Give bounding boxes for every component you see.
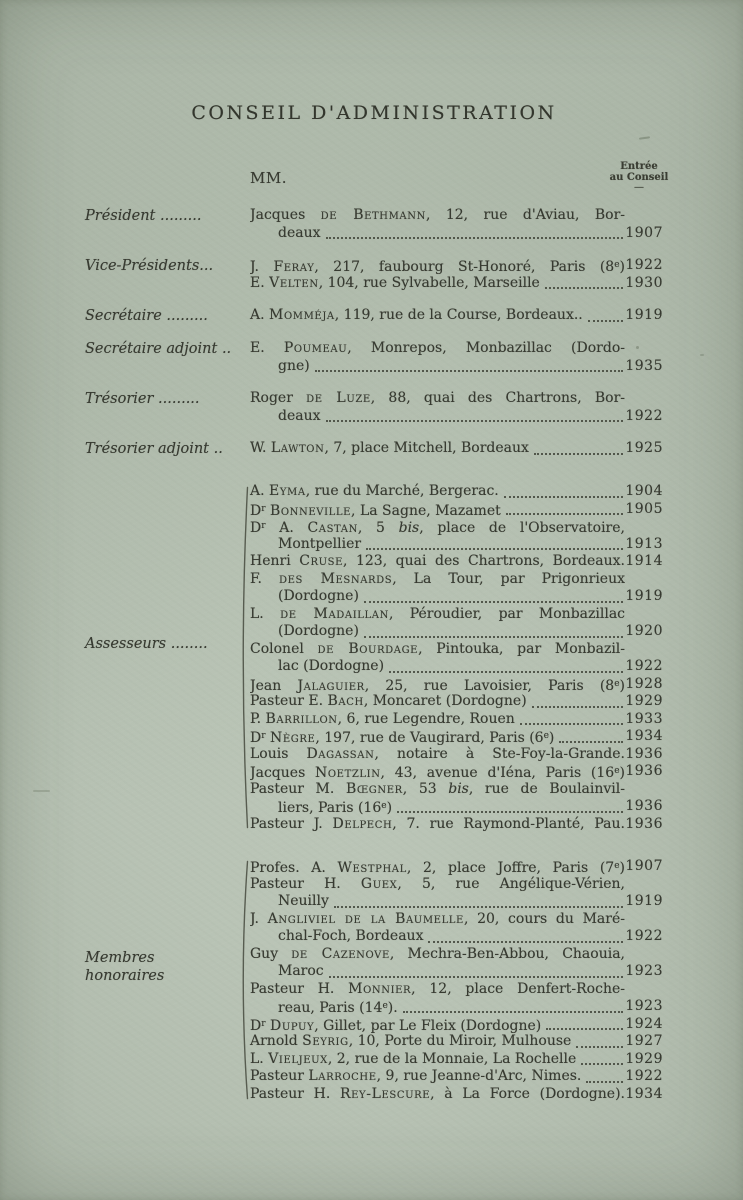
entry-year: 1919 [625,307,663,323]
scan-artifact [636,346,639,349]
member-entry [250,676,663,694]
entry-year: 1934 [625,728,663,744]
entry-lines [250,1051,625,1069]
entry-lines [250,693,625,711]
entry-year: 1922 [625,1068,663,1084]
dotted-leader [586,1081,623,1083]
dotted-leader [532,706,623,708]
section-row [85,858,663,1103]
entry-text: Arnold Seyrig, 10, Porte du Miroir, Mulhouse [250,1033,572,1049]
brace-spacer [237,390,250,425]
entry-line [250,588,625,606]
dotted-leader [504,496,623,498]
entries-list [250,858,663,1103]
entry-text: chal-Foch, Bordeaux [278,928,424,944]
member-entry [250,440,663,458]
entry-line: Louis Dagassan, notaire à Ste-Foy-la-Grande. [250,745,625,762]
entry-line [250,623,625,641]
dotted-leader [364,636,623,638]
entry-text: P. Barrillon, 6, rue Legendre, Rouen [250,710,515,727]
dotted-leader [389,671,623,673]
entry-line: Jacques Noetzlin, 43, avenue d'Iéna, Paris (16e) [250,765,625,781]
entry-text: Pasteur Larroche, 9, rue Jeanne-d'Arc, Nimes. [250,1068,582,1084]
entry-line: Pasteur J. Delpech, 7. rue Raymond-Planté, Pau. [250,815,625,832]
entry-lines [250,911,625,946]
member-entry [250,693,663,711]
member-entry [250,1086,663,1104]
dotted-leader [326,237,623,239]
entry-year: 1936 [625,763,663,779]
dotted-leader [546,1028,623,1030]
entry-line [250,440,625,458]
entries-list [250,483,663,833]
entry-text: L. Vieljeux, 2, rue de la Monnaie, La Rochelle [250,1050,577,1067]
entry-year: 1905 [625,500,663,517]
entry-lines [250,676,625,694]
role-label: Membres honoraires [85,949,165,984]
member-entry [250,946,663,981]
entry-year: 1914 [625,553,663,569]
column-header-entree [601,161,677,192]
entry-year: 1925 [625,440,663,456]
entry-year: 1936 [625,815,663,832]
entry-year: 1936 [625,798,663,814]
member-entry [250,1016,663,1034]
member-entry [250,307,663,325]
member-entry [250,501,663,519]
entry-lines [250,946,625,981]
entry-lines [250,340,625,375]
entry-line [250,1033,625,1051]
entry-year: 1934 [625,1085,663,1102]
member-entry [250,1068,663,1086]
entry-line [250,307,625,325]
member-entry [250,911,663,946]
entry-line: Jean Jalaguier, 25, rue Lavoisier, Paris (8e) [250,677,625,693]
entry-text: Montpellier [278,535,362,552]
member-entry [250,858,663,876]
dotted-leader [576,1046,623,1048]
entry-year: 1922 [625,928,663,944]
entry-lines [250,483,625,501]
entry-lines [250,746,625,764]
entry-text: deaux [278,224,321,241]
left-brace [237,858,250,1103]
entry-text: W. Lawton, 7, place Mitchell, Bordeaux [250,440,529,456]
dotted-leader [545,287,623,289]
entry-line [250,536,625,554]
entry-lines [250,501,625,519]
left-brace [237,483,250,833]
entry-lines [250,207,625,242]
entry-lines [250,728,625,746]
entry-text: $D^r$ Bonneville, La Sagne, Mazamet [250,502,501,519]
entries-list [250,257,663,292]
brace-spacer [237,257,250,292]
dotted-leader [588,320,623,322]
dotted-leader [534,453,623,455]
member-entry [250,781,663,816]
entry-line [250,1068,625,1086]
entry-text: A. Eyma, rue du Marché, Bergerac. [250,483,499,499]
role-label: Vice-Présidents... [85,258,214,274]
entry-year: 1920 [625,623,663,639]
member-entry [250,518,663,553]
member-entry [250,483,663,501]
section-row [85,340,663,375]
entry-text: Pasteur E. Bach, Moncaret (Dordogne) [250,693,527,709]
entry-lines [250,440,625,458]
entry-text: Maroc [278,963,324,979]
dotted-leader [329,976,623,978]
entry-year: 1919 [625,588,663,604]
entry-line: Jacques de Bethmann, 12, rue d'Aviau, Bor- [250,207,625,223]
column-header-mm: MM. [250,169,287,187]
section-row [85,440,663,458]
entry-year: 1919 [625,893,663,909]
role-label: Trésorier ......... [85,391,200,407]
entry-year: 1913 [625,535,663,552]
entry-year: 1923 [625,963,663,979]
member-entry [250,257,663,275]
member-entry [250,981,663,1016]
section-row [85,307,663,325]
scan-artifact [33,790,50,792]
entry-line: Pasteur H. Monnier, 12, place Denfert-Roche- [250,980,625,997]
entry-line [250,693,625,711]
entree-dash: — [634,182,644,193]
brace-spacer [237,207,250,242]
member-entry [250,207,663,242]
dotted-leader [334,906,623,908]
member-entry [250,641,663,676]
role-label: Secrétaire adjoint .. [85,341,232,357]
entry-line [250,358,625,376]
entry-text: reau, Paris (14e). [278,1000,398,1016]
entry-text: liers, Paris (16e) [278,800,393,816]
entry-lines [250,858,625,876]
entry-year: 1929 [625,693,663,709]
entry-year: 1904 [625,483,663,499]
entry-line: J. Angliviel de la Baumelle, 20, cours du Maré- [250,910,625,927]
brace-spacer [237,340,250,375]
table-header-row [85,152,669,193]
entry-line [250,275,625,293]
entry-year: 1930 [625,274,663,291]
entry-year: 1936 [625,745,663,762]
entry-lines [250,816,625,834]
entry-line: Henri Cruse, 123, quai des Chartrons, Bordeaux. [250,553,625,569]
section-row [85,483,663,833]
entry-line: Pasteur M. Bœgner, 53 bis, rue de Boulainvil- [250,780,625,797]
member-entry [250,1051,663,1069]
entry-year: 1935 [625,357,663,374]
entry-lines [250,711,625,729]
member-entry [250,275,663,293]
entry-year: 1922 [625,257,663,273]
member-entry [250,606,663,641]
entry-lines [250,876,625,911]
entry-year: 1927 [625,1033,663,1049]
entry-lines [250,257,625,275]
brace-spacer [237,440,250,458]
page-title: CONSEIL D'ADMINISTRATION [191,102,557,124]
entry-year: 1929 [625,1050,663,1067]
entry-line [250,408,625,426]
dotted-leader [366,548,623,550]
entry-line: Guy de Cazenove, Mechra-Ben-Abbou, Chaouia, [250,945,625,962]
role-label: Président ......... [85,208,202,224]
entries-list [250,440,663,458]
entry-line: Pasteur H. Guex, 5, rue Angélique-Vérien, [250,875,625,892]
dotted-leader [364,601,623,603]
entry-lines [250,275,625,293]
member-entry [250,553,663,571]
entry-line [250,798,625,816]
entry-lines [250,1016,625,1034]
entree-line1: Entrée [620,161,658,172]
entry-lines [250,1086,625,1104]
dotted-leader [559,741,623,743]
entry-text: gne) [278,357,310,374]
entry-year: 1923 [625,998,663,1014]
entry-line [250,728,625,746]
entry-line: Roger de Luze, 88, quai des Chartrons, Bor- [250,390,625,406]
section-row [85,207,663,242]
entry-lines [250,518,625,553]
section-row [85,390,663,425]
entry-text: (Dordogne) [278,588,359,604]
member-entry [250,816,663,834]
entry-year: 1907 [625,858,663,874]
entry-line [250,998,625,1016]
entry-line: J. Feray, 217, faubourg St-Honoré, Paris (8e) [250,259,625,275]
entry-line: E. Poumeau, Monrepos, Monbazillac (Dordo- [250,340,625,356]
brace-spacer [237,307,250,325]
entry-line [250,1016,625,1034]
entry-lines [250,571,625,606]
entry-year: 1907 [625,224,663,241]
dotted-leader [403,1011,623,1013]
entry-text: E. Velten, 104, rue Sylvabelle, Marseille [250,274,540,291]
entry-line: F. des Mesnards, La Tour, par Prigonrieux [250,570,625,587]
member-entry [250,711,663,729]
entry-text: $D^r$ Nègre, 197, rue de Vaugirard, Paris (6e) [250,730,555,746]
entry-line [250,483,625,501]
dotted-leader [315,370,623,372]
entry-lines [250,307,625,325]
entry-text: $D^r$ Dupuy, Gillet, par Le Fleix (Dordogne) [250,1017,542,1034]
member-entry [250,571,663,606]
entry-line [250,963,625,981]
entry-lines [250,1033,625,1051]
dotted-leader [581,1063,623,1065]
dotted-leader [397,811,623,813]
member-entry [250,746,663,764]
entry-text: Neuilly [278,893,329,909]
dotted-leader [520,723,623,725]
scan-artifact [700,354,704,356]
member-entry [250,763,663,781]
dotted-leader [326,420,623,422]
entry-line: Colonel de Bourdage, Pintouka, par Monbazil- [250,640,625,657]
entry-text: deaux [278,407,321,424]
role-label: Secrétaire ......... [85,308,208,324]
member-entry [250,728,663,746]
entry-lines [250,390,625,425]
entry-lines [250,781,625,816]
entry-line [250,225,625,243]
entry-lines [250,763,625,781]
entry-year: 1933 [625,710,663,727]
entry-lines [250,606,625,641]
member-entry [250,1033,663,1051]
entry-line: $D^r$ A. Castan, 5 bis, place de l'Observatoire, [250,520,625,536]
entry-lines [250,1068,625,1086]
entry-year: 1922 [625,407,663,424]
entry-year: 1922 [625,658,663,674]
section-row [85,257,663,292]
entry-lines [250,641,625,676]
entry-line [250,1051,625,1069]
entry-line: Pasteur H. Rey-Lescure, à La Force (Dordogne). [250,1085,625,1102]
entry-text: lac (Dordogne) [278,658,385,674]
entry-line [250,928,625,946]
entries-list [250,307,663,325]
entry-lines [250,553,625,571]
entry-text: (Dordogne) [278,623,359,639]
entry-text: A. Momméja, 119, rue de la Course, Bordeaux.. [250,307,583,323]
dotted-leader [428,941,623,943]
entry-year: 1924 [625,1015,663,1032]
dotted-leader [506,513,623,515]
member-entry [250,390,663,425]
entry-line [250,893,625,911]
entry-year: 1928 [625,675,663,692]
entries-list [250,390,663,425]
entry-line: Profes. A. Westphal, 2, place Joffre, Paris (7e) [250,860,625,876]
member-entry [250,340,663,375]
entries-list [250,207,663,242]
entry-line: L. de Madaillan, Péroudier, par Monbazillac [250,605,625,622]
sections [85,207,663,1103]
role-label: Trésorier adjoint .. [85,441,223,457]
role-label: Assesseurs ........ [85,636,208,652]
entries-list [250,340,663,375]
entry-line [250,711,625,729]
entry-line [250,658,625,676]
member-entry [250,876,663,911]
entry-line [250,501,625,519]
entry-lines [250,981,625,1016]
entree-line2: au Conseil [609,172,669,183]
